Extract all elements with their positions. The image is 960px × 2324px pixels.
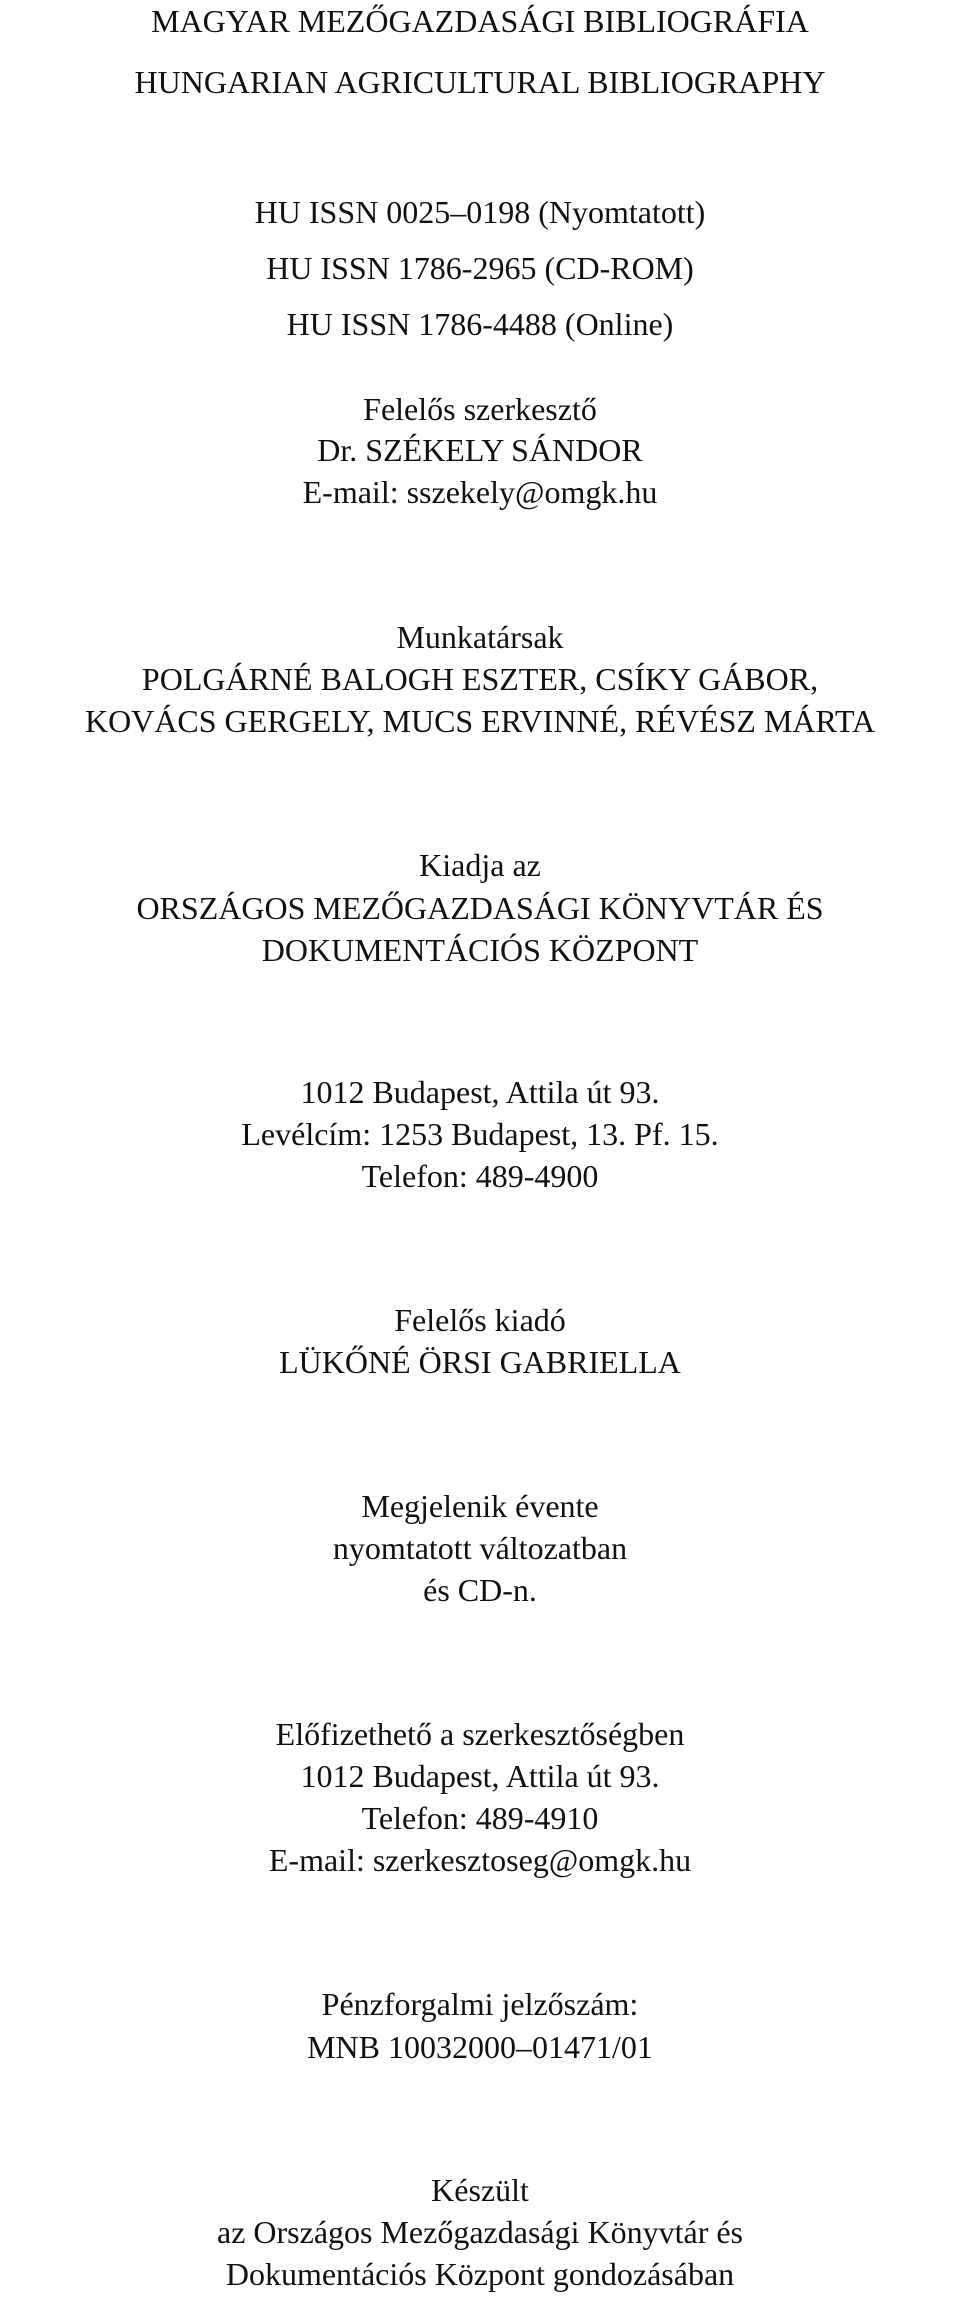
produced-line-2: az Országos Mezőgazdasági Könyvtár és [216, 2214, 743, 2250]
publisher-label: Kiadja az [419, 847, 541, 883]
bank-label: Pénzforgalmi jelzőszám: [321, 1986, 639, 2022]
produced-line-3: Dokumentációs Központ gondozásában [225, 2256, 735, 2292]
editor-label: Felelős szerkesztő [363, 391, 597, 427]
contributors-line-1: POLGÁRNÉ BALOGH ESZTER, CSÍKY GÁBOR, [141, 661, 819, 697]
subscription-line-4: E-mail: szerkesztoseg@omgk.hu [268, 1842, 692, 1878]
publisher-line-2: DOKUMENTÁCIÓS KÖZPONT [261, 932, 699, 968]
address-street: 1012 Budapest, Attila út 93. [300, 1074, 660, 1110]
publisher-line-1: ORSZÁGOS MEZŐGAZDASÁGI KÖNYVTÁR ÉS [136, 890, 824, 926]
subscription-line-3: Telefon: 489-4910 [361, 1800, 599, 1836]
issn-cdrom: HU ISSN 1786-2965 (CD-ROM) [266, 250, 694, 286]
contributors-line-2: KOVÁCS GERGELY, MUCS ERVINNÉ, RÉVÉSZ MÁRTA [84, 703, 876, 739]
editor-name: Dr. SZÉKELY SÁNDOR [317, 432, 643, 468]
subscription-line-2: 1012 Budapest, Attila út 93. [300, 1758, 660, 1794]
publication-line-3: és CD-n. [423, 1572, 537, 1608]
title-hungarian: MAGYAR MEZŐGAZDASÁGI BIBLIOGRÁFIA [151, 3, 809, 39]
address-phone: Telefon: 489-4900 [361, 1158, 599, 1194]
issn-print: HU ISSN 0025–0198 (Nyomtatott) [254, 194, 706, 230]
bank-number: MNB 10032000–01471/01 [307, 2029, 653, 2065]
responsible-publisher-name: LÜKŐNÉ ÖRSI GABRIELLA [279, 1344, 681, 1380]
editor-email: E-mail: sszekely@omgk.hu [302, 474, 658, 510]
produced-line-1: Készült [431, 2172, 529, 2208]
publication-line-1: Megjelenik évente [361, 1488, 599, 1524]
title-english: HUNGARIAN AGRICULTURAL BIBLIOGRAPHY [134, 64, 826, 100]
address-postal: Levélcím: 1253 Budapest, 13. Pf. 15. [241, 1116, 719, 1152]
responsible-publisher-label: Felelős kiadó [394, 1302, 566, 1338]
issn-online: HU ISSN 1786-4488 (Online) [286, 306, 674, 342]
subscription-line-1: Előfizethető a szerkesztőségben [275, 1716, 685, 1752]
contributors-label: Munkatársak [396, 619, 564, 655]
publication-line-2: nyomtatott változatban [332, 1530, 628, 1566]
